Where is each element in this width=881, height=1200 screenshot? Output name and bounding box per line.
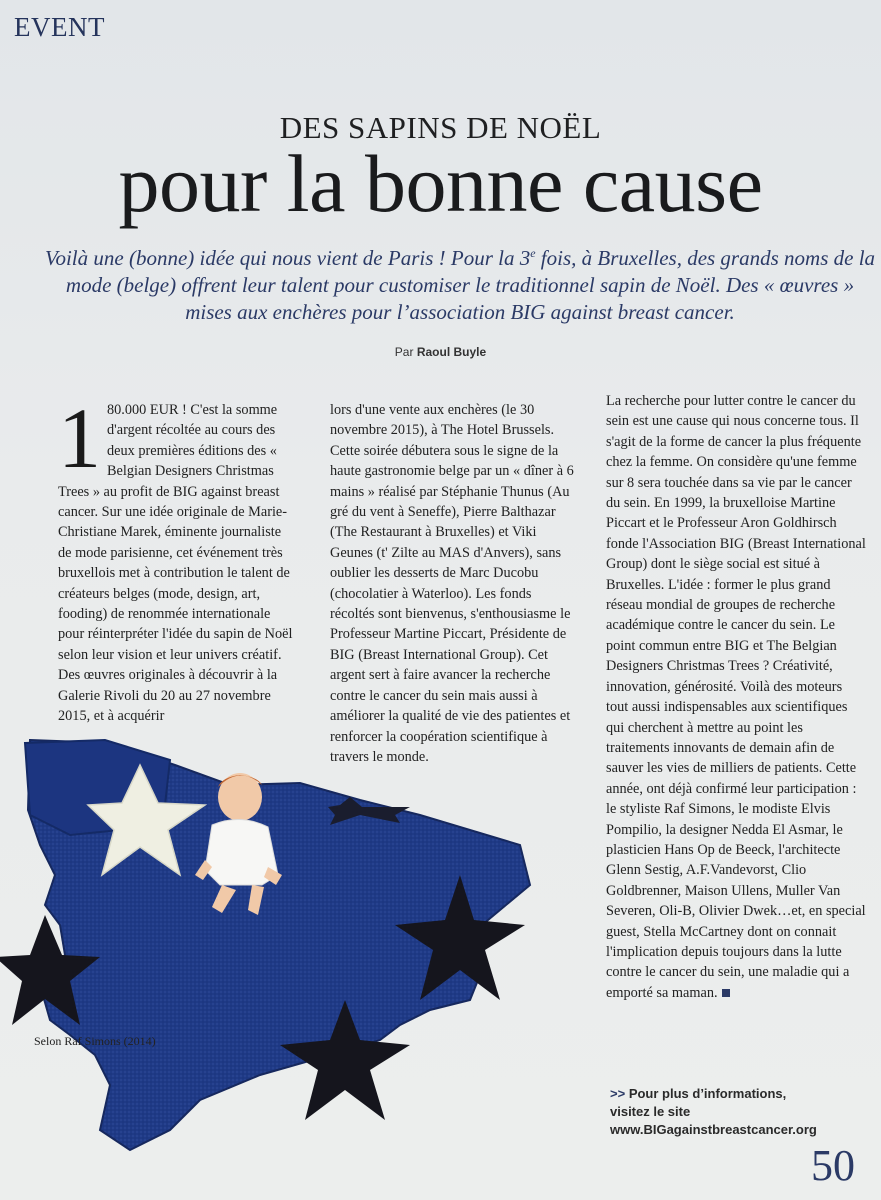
article-column-2: [330, 400, 575, 767]
page-title: pour la bonne cause: [118, 138, 763, 229]
more-info-box: [610, 1085, 870, 1139]
website-link[interactable]: www.BIGagainstbreastcancer.org: [610, 1122, 817, 1137]
intro-part-2: fois, à Bruxelles, des grands noms de la mode (belge) offrent leur talent pour customiser le traditionnel sapin de Noël. Des « œuvres » mises aux enchères pour l’association BIG against breast cancer.: [65, 246, 876, 324]
column-1-text: 80.000 EUR ! C'est la somme d'argent récoltée au cours des deux premières éditions des « Belgian Designers Christmas Trees » au profit de BIG against breast cancer. Sur une idée originale de Marie-Christiane Marek, éminente journaliste de mode parisienne, cet événement très bruxellois met à contribution le talent de créateurs belges (mode, design, art, fooding) de renommée internationale pour réinterpréter l'idée du sapin de Noël selon leur vision et leur univers créatif. Des œuvres originales à découvrir à la Galerie Rivoli du 20 au 27 novembre 2015, et à acquérir: [58, 402, 293, 725]
more-info-line-1-text: Pour plus d’informations,: [628, 1086, 787, 1101]
page-number: 50: [811, 1141, 855, 1190]
column-3-text: La recherche pour lutter contre le cancer du sein est une cause qui nous concerne tous. Il s'agit de la forme de cancer la plus fréquente chez la femme. On considère qu'une femme sur 8 sera touchée dans sa vie par le cancer du sein. En 1999, la bruxelloise Martine Piccart et le Professeur Aron Goldhirsch fonde l'Association BIG (Breast International Group) dont le siège social est situé à Bruxelles. L'idée : former le plus grand réseau mondial de groupes de recherche académique contre le cancer du sein. Le point commun entre BIG et The Belgian Designers Christmas Trees ? Créativité, innovation, générosité. Voilà des moteurs tout aussi indispensables aux scientifiques qui cherchent à mettre au point les traitements innovants de demain afin de sauver les vies de milliers de patients. Cette année, ont déjà confirmé leur participation : le styliste Raf Simons, le modiste Elvis Pompilio, la designer Nedda El Asmar, le plasticien Hans Op de Beeck, l'architecte Glenn Sestig, A.F.Vandevorst, Clio Goldbrenner, Maison Ullens, Muller Van Severen, Oli-B, Olivier Dwek…et, en special guest, Stella McCartney dont on connait l'implication depuis toujours dans la lutte contre le cancer du sein, une maladie qui a emporté sa maman.: [606, 393, 866, 1001]
supertitle: DES SAPINS DE NOËL: [279, 110, 602, 145]
arrow-icon: >>: [610, 1086, 626, 1101]
drop-cap: 1: [58, 390, 101, 486]
column-2-text: lors d'une vente aux enchères (le 30 novembre 2015), à The Hotel Brussels. Cette soirée débutera sous le signe de la haute gastronomie belge par un « dîner à 6 mains » réalisé par Stéphanie Thunus (Au gré du vent à Seneffe), Pierre Balthazar (The Restaurant à Bruxelles) et Viki Geunes (t' Zilte au MAS d'Anvers), sans oublier les desserts de Marc Ducobu (chocolatier à Waterloo). Les fonds récoltés sont bienvenus, s'enthousiasme le Professeur Martine Piccart, Présidente de BIG (Breast International Group). Cet argent sert à faire avancer la recherche contre le cancer du sein mais aussi à améliorer la qualité de vie des patientes et renforcer la coopération scientifique à travers le monde.: [330, 402, 574, 765]
article-column-3: [606, 391, 866, 1003]
byline-author: Raoul Buyle: [416, 345, 487, 359]
article-column-1: [58, 390, 298, 727]
byline: [0, 345, 881, 359]
intro-paragraph: [40, 240, 880, 326]
more-info-line-2: visitez le site: [610, 1104, 691, 1119]
section-tag: EVENT: [14, 12, 105, 42]
photo-caption: Selon Raf Simons (2014): [34, 1034, 156, 1048]
byline-prefix: Par: [394, 345, 414, 359]
intro-superscript: e: [530, 246, 536, 260]
more-info-line-1: [610, 1085, 870, 1103]
intro-part-1: Voilà une (bonne) idée qui nous vient de Paris ! Pour la 3: [44, 246, 531, 270]
article-photo: [0, 735, 560, 1175]
end-mark-icon: [722, 989, 730, 997]
